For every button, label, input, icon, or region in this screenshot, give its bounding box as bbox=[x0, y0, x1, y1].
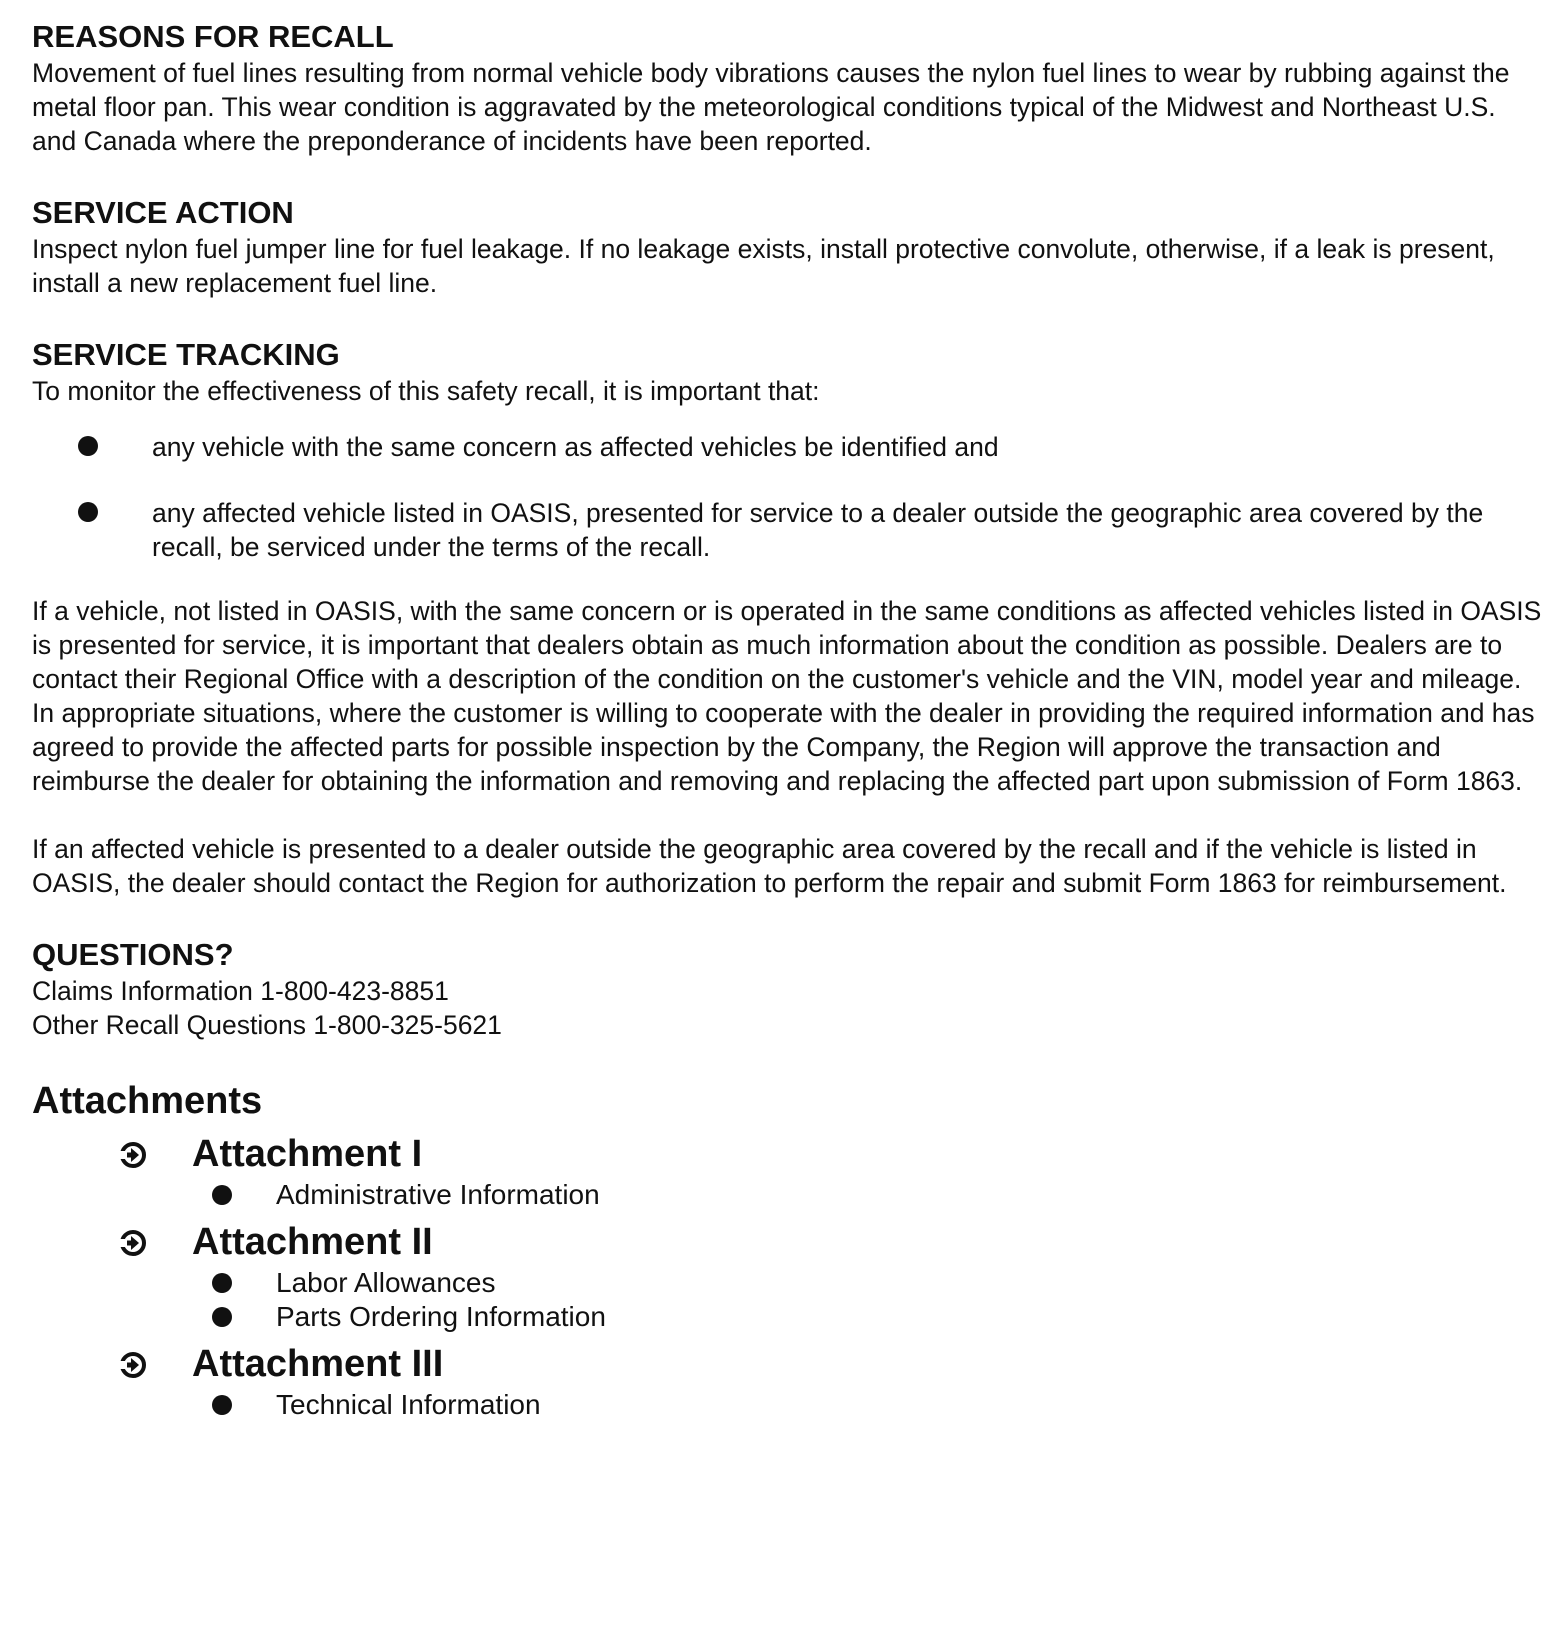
claims-info-line: Claims Information 1-800-423-8851 bbox=[32, 976, 449, 1006]
attachment-item-text: Labor Allowances bbox=[276, 1267, 496, 1298]
bullet-text: any vehicle with the same concern as affected vehicles be identified and bbox=[152, 432, 999, 462]
service-tracking-bullets bbox=[32, 430, 1542, 564]
questions-heading: QUESTIONS? bbox=[32, 937, 234, 972]
attachment-i-items bbox=[120, 1178, 1542, 1212]
attachment-title-text: Attachment III bbox=[192, 1343, 444, 1385]
bullet-icon bbox=[212, 1395, 232, 1415]
bullet-text: any affected vehicle listed in OASIS, presented for service to a dealer outside the geographic area covered by the recall, be serviced under the terms of the recall. bbox=[152, 498, 1484, 562]
attachment-item-text: Parts Ordering Information bbox=[276, 1301, 606, 1332]
service-tracking-intro: To monitor the effectiveness of this safety recall, it is important that: bbox=[32, 376, 820, 406]
service-tracking-paragraph-1: If a vehicle, not listed in OASIS, with the same concern or is operated in the same conditions as affected vehicles listed in OASIS is presented for service, it is important that dealers obtain as much information about the condition as possible. Dealers are to contact their Regional Office with a description of the condition on the customer's vehicle and the VIN, model year and mileage. In appropriate situations, where the customer is willing to cooperate with the dealer in providing the required information and has agreed to provide the affected parts for possible inspection by the Company, the Region will approve the transaction and reimburse the dealer for obtaining the information and removing and replacing the affected part upon submission of Form 1863. bbox=[32, 596, 1542, 796]
document-page bbox=[32, 18, 1542, 1428]
attachment-ii-items bbox=[120, 1266, 1542, 1334]
list-item bbox=[120, 1266, 1542, 1300]
arrow-right-circle-icon bbox=[120, 1352, 146, 1378]
bullet-icon bbox=[212, 1273, 232, 1293]
arrow-right-circle-icon bbox=[120, 1230, 146, 1256]
list-item bbox=[120, 1388, 1542, 1422]
attachment-item-text: Administrative Information bbox=[276, 1179, 600, 1210]
attachment-title-text: Attachment I bbox=[192, 1133, 423, 1175]
attachment-title-text: Attachment II bbox=[192, 1221, 433, 1263]
arrow-right-circle-icon bbox=[120, 1142, 146, 1168]
list-item bbox=[32, 430, 1542, 464]
list-item bbox=[32, 496, 1542, 564]
attachment-item-text: Technical Information bbox=[276, 1389, 541, 1420]
attachment-iii-items bbox=[120, 1388, 1542, 1422]
service-tracking-heading: SERVICE TRACKING bbox=[32, 337, 340, 372]
service-action-heading: SERVICE ACTION bbox=[32, 195, 294, 230]
attachments-heading: Attachments bbox=[32, 1080, 263, 1122]
attachment-iii-title bbox=[120, 1340, 1542, 1388]
bullet-icon bbox=[212, 1307, 232, 1327]
service-action-text: Inspect nylon fuel jumper line for fuel leakage. If no leakage exists, install protective convolute, otherwise, if a leak is present, install a new replacement fuel line. bbox=[32, 234, 1495, 298]
bullet-icon bbox=[78, 436, 98, 456]
reasons-text: Movement of fuel lines resulting from normal vehicle body vibrations causes the nylon fuel lines to wear by rubbing against the metal floor pan. This wear condition is aggravated by the meteorological conditions typical of the Midwest and Northeast U.S. and Canada where the preponderance of incidents have been reported. bbox=[32, 58, 1510, 156]
bullet-icon bbox=[212, 1185, 232, 1205]
bullet-icon bbox=[78, 502, 98, 522]
attachment-ii-title bbox=[120, 1218, 1542, 1266]
list-item bbox=[120, 1300, 1542, 1334]
attachment-i-title bbox=[120, 1130, 1542, 1178]
reasons-heading: REASONS FOR RECALL bbox=[32, 19, 394, 54]
service-tracking-paragraph-2: If an affected vehicle is presented to a dealer outside the geographic area covered by the recall and if the vehicle is listed in OASIS, the dealer should contact the Region for authorization to perform the repair and submit Form 1863 for reimbursement. bbox=[32, 834, 1507, 898]
attachments-list bbox=[120, 1130, 1542, 1422]
list-item bbox=[120, 1178, 1542, 1212]
other-recall-questions-line: Other Recall Questions 1-800-325-5621 bbox=[32, 1010, 502, 1040]
